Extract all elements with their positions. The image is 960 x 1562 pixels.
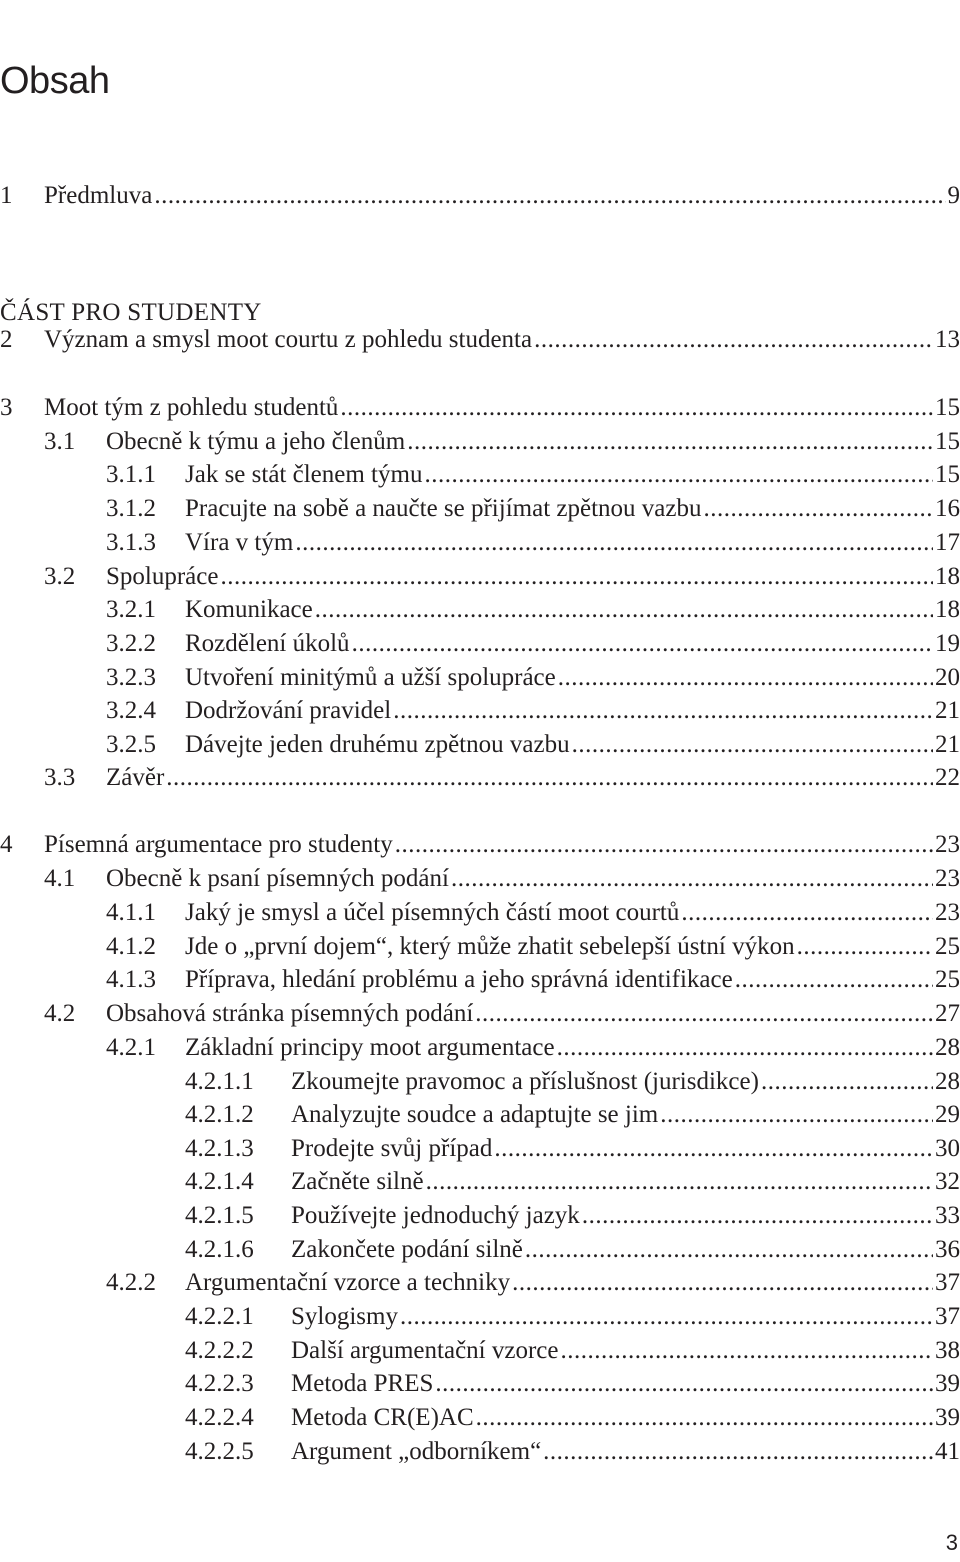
toc-entry-number: 4.1.3 [106,966,156,993]
toc-dot-leader [293,526,933,560]
toc-entry-page: 20 [935,664,960,691]
toc-entry[interactable] [0,661,960,695]
toc-dot-leader [701,492,933,526]
toc-entry-title: Jak se stát členem týmu [185,461,423,488]
toc-entry-number: 4.1.2 [106,933,156,960]
toc-entry[interactable] [0,560,960,594]
toc-entry[interactable] [0,425,960,459]
toc-entry-title: Metoda CR(E)AC [291,1404,474,1431]
toc-dot-leader [658,1098,933,1132]
toc-entry-page: 32 [935,1168,960,1195]
toc-dot-leader [393,828,933,862]
toc-entry-number: 3.2.1 [106,596,156,623]
toc-entry-number: 2 [0,326,13,353]
toc-entry[interactable] [0,1098,960,1132]
toc-entry[interactable] [0,963,960,997]
toc-dot-leader [570,728,933,762]
toc-entry-page: 25 [935,933,960,960]
toc-entry[interactable] [0,1199,960,1233]
toc-entry-title: Argument „odborníkem“ [291,1438,542,1465]
toc-entry-page: 38 [935,1337,960,1364]
toc-entry-page: 22 [935,764,960,791]
toc-entry[interactable] [0,526,960,560]
toc-entry[interactable] [0,997,960,1031]
toc-dot-leader [424,1165,933,1199]
toc-entry-title: Začněte silně [291,1168,424,1195]
toc-dot-leader [152,179,945,213]
toc-dot-leader [580,1199,933,1233]
toc-entry[interactable] [0,1334,960,1368]
toc-dot-leader [492,1132,933,1166]
toc-entry-page: 23 [935,865,960,892]
toc-entry-number: 1 [0,182,13,209]
toc-entry-title: Víra v tým [185,529,294,556]
toc-entry-title: Dávejte jeden druhému zpětnou vazbu [185,731,570,758]
toc-entry-page: 28 [935,1034,960,1061]
toc-entry-number: 4.2.1.5 [185,1202,254,1229]
toc-entry-page: 37 [935,1303,960,1330]
toc-entry[interactable] [0,323,960,357]
toc-entry-page: 27 [935,1000,960,1027]
toc-dot-leader [541,1435,933,1469]
toc-entry-number: 4.2 [44,1000,76,1027]
toc-entry-title: Argumentační vzorce a techniky [185,1269,511,1296]
page-title: Obsah [0,60,110,102]
toc-dot-leader [433,1367,933,1401]
toc-entry-page: 9 [947,182,960,209]
toc-entry[interactable] [0,179,960,213]
toc-entry-number: 4.2.2.3 [185,1370,254,1397]
toc-entry-page: 18 [935,596,960,623]
toc-entry-page: 23 [935,831,960,858]
toc-entry-page: 37 [935,1269,960,1296]
toc-entry-title: Závěr [106,764,165,791]
toc-entry-title: Další argumentační vzorce [291,1337,559,1364]
toc-entry-number: 3.2.4 [106,697,156,724]
toc-entry-title: Zkoumejte pravomoc a příslušnost (jurisdikce) [291,1068,759,1095]
toc-entry-number: 4.2.2.1 [185,1303,254,1330]
toc-entry[interactable] [0,627,960,661]
toc-entry-title: Obsahová stránka písemných podání [106,1000,474,1027]
toc-entry-page: 19 [935,630,960,657]
toc-entry-title: Dodržování pravidel [185,697,392,724]
toc-entry-page: 30 [935,1135,960,1162]
toc-entry-title: Základní principy moot argumentace [185,1034,555,1061]
toc-entry-page: 33 [935,1202,960,1229]
toc-entry-title: Spolupráce [106,563,219,590]
toc-entry-title: Analyzujte soudce a adaptujte se jim [291,1101,659,1128]
toc-entry[interactable] [0,1435,960,1469]
toc-entry[interactable] [0,1065,960,1099]
toc-entry-page: 18 [935,563,960,590]
toc-dot-leader [218,560,933,594]
toc-entry-title: Obecně k týmu a jeho členům [106,428,406,455]
toc-entry-title: Obecně k psaní písemných podání [106,865,449,892]
toc-dot-leader [523,1233,933,1267]
toc-entry[interactable] [0,1401,960,1435]
toc-entry-page: 41 [935,1438,960,1465]
toc-entry-number: 3.2.3 [106,664,156,691]
toc-dot-leader [449,862,933,896]
toc-entry-number: 4.1.1 [106,899,156,926]
toc-entry-title: Předmluva [44,182,153,209]
toc-dot-leader [473,997,933,1031]
toc-dot-leader [398,1300,933,1334]
toc-entry-title: Zakončete podání silně [291,1236,523,1263]
toc-entry-number: 3.1 [44,428,76,455]
toc-entry[interactable] [0,828,960,862]
toc-entry-number: 3.1.2 [106,495,156,522]
toc-dot-leader [795,930,933,964]
toc-entry[interactable] [0,930,960,964]
toc-entry-title: Používejte jednoduchý jazyk [291,1202,580,1229]
toc-dot-leader [510,1266,933,1300]
toc-entry-number: 3.2.5 [106,731,156,758]
toc-dot-leader [556,661,933,695]
toc-entry-page: 21 [935,697,960,724]
toc-dot-leader [555,1031,933,1065]
toc-entry[interactable] [0,1367,960,1401]
toc-entry-page: 29 [935,1101,960,1128]
toc-entry-page: 21 [935,731,960,758]
toc-entry-page: 39 [935,1370,960,1397]
toc-entry-page: 13 [935,326,960,353]
toc-entry[interactable] [0,862,960,896]
toc-entry-number: 4.2.1.2 [185,1101,254,1128]
toc-entry-title: Komunikace [185,596,313,623]
toc-dot-leader [164,761,933,795]
toc-dot-leader [558,1334,933,1368]
toc-entry[interactable] [0,492,960,526]
toc-entry-title: Rozdělení úkolů [185,630,350,657]
toc-entry[interactable] [0,1300,960,1334]
toc-entry-title: Prodejte svůj případ [291,1135,493,1162]
toc-entry-title: Písemná argumentace pro studenty [44,831,393,858]
toc-entry-page: 28 [935,1068,960,1095]
toc-entry-page: 17 [935,529,960,556]
toc-entry-number: 3.1.3 [106,529,156,556]
toc-entry-number: 4.1 [44,865,76,892]
toc-entry[interactable] [0,728,960,762]
toc-dot-leader [405,425,933,459]
toc-entry-number: 4.2.1.4 [185,1168,254,1195]
part-heading: ČÁST PRO STUDENTY [0,299,262,326]
toc-entry[interactable] [0,1031,960,1065]
toc-entry-page: 25 [935,966,960,993]
toc-entry-title: Sylogismy [291,1303,398,1330]
toc-entry-number: 3.1.1 [106,461,156,488]
toc-entry[interactable] [0,593,960,627]
toc-entry-title: Jaký je smysl a účel písemných částí moot courtů [185,899,680,926]
toc-entry-title: Pracujte na sobě a naučte se přijímat zpětnou vazbu [185,495,702,522]
toc-entry-page: 15 [935,428,960,455]
toc-dot-leader [733,963,933,997]
toc-entry[interactable] [0,896,960,930]
toc-entry-number: 3.2 [44,563,76,590]
toc-entry-number: 4.2.1.3 [185,1135,254,1162]
toc-entry-number: 4.2.1.1 [185,1068,254,1095]
toc-entry-page: 15 [935,394,960,421]
toc-entry-title: Jde o „první dojem“, který může zhatit sebelepší ústní výkon [185,933,795,960]
toc-dot-leader [422,458,933,492]
toc-entry-page: 16 [935,495,960,522]
toc-entry[interactable] [0,694,960,728]
toc-entry-number: 4.2.2.4 [185,1404,254,1431]
toc-entry-page: 39 [935,1404,960,1431]
toc-dot-leader [474,1401,933,1435]
toc-entry-number: 4 [0,831,13,858]
toc-dot-leader [532,323,933,357]
toc-entry-page: 15 [935,461,960,488]
toc-entry-number: 4.2.1.6 [185,1236,254,1263]
toc-entry-number: 3.3 [44,764,76,791]
toc-entry-title: Moot tým z pohledu studentů [44,394,339,421]
toc-entry[interactable] [0,761,960,795]
toc-entry-title: Utvoření minitýmů a užší spolupráce [185,664,556,691]
toc-dot-leader [338,391,933,425]
toc-dot-leader [759,1065,933,1099]
toc-entry-page: 23 [935,899,960,926]
toc-dot-leader [679,896,933,930]
page-number: 3 [945,1530,958,1555]
toc-entry[interactable] [0,1266,960,1300]
toc-entry-number: 4.2.2 [106,1269,156,1296]
toc-entry-number: 3.2.2 [106,630,156,657]
toc-entry-title: Význam a smysl moot courtu z pohledu studenta [44,326,533,353]
toc-entry-page: 36 [935,1236,960,1263]
toc-entry[interactable] [0,458,960,492]
toc-entry-number: 4.2.1 [106,1034,156,1061]
toc-entry[interactable] [0,391,960,425]
toc-entry[interactable] [0,1165,960,1199]
toc-dot-leader [391,694,933,728]
toc-entry-number: 3 [0,394,13,421]
toc-dot-leader [313,593,933,627]
toc-entry-title: Metoda PRES [291,1370,434,1397]
toc-entry-number: 4.2.2.2 [185,1337,254,1364]
toc-entry-title: Příprava, hledání problému a jeho správná identifikace [185,966,733,993]
toc-dot-leader [350,627,933,661]
toc-entry[interactable] [0,1132,960,1166]
toc-entry-number: 4.2.2.5 [185,1438,254,1465]
toc-entry[interactable] [0,1233,960,1267]
